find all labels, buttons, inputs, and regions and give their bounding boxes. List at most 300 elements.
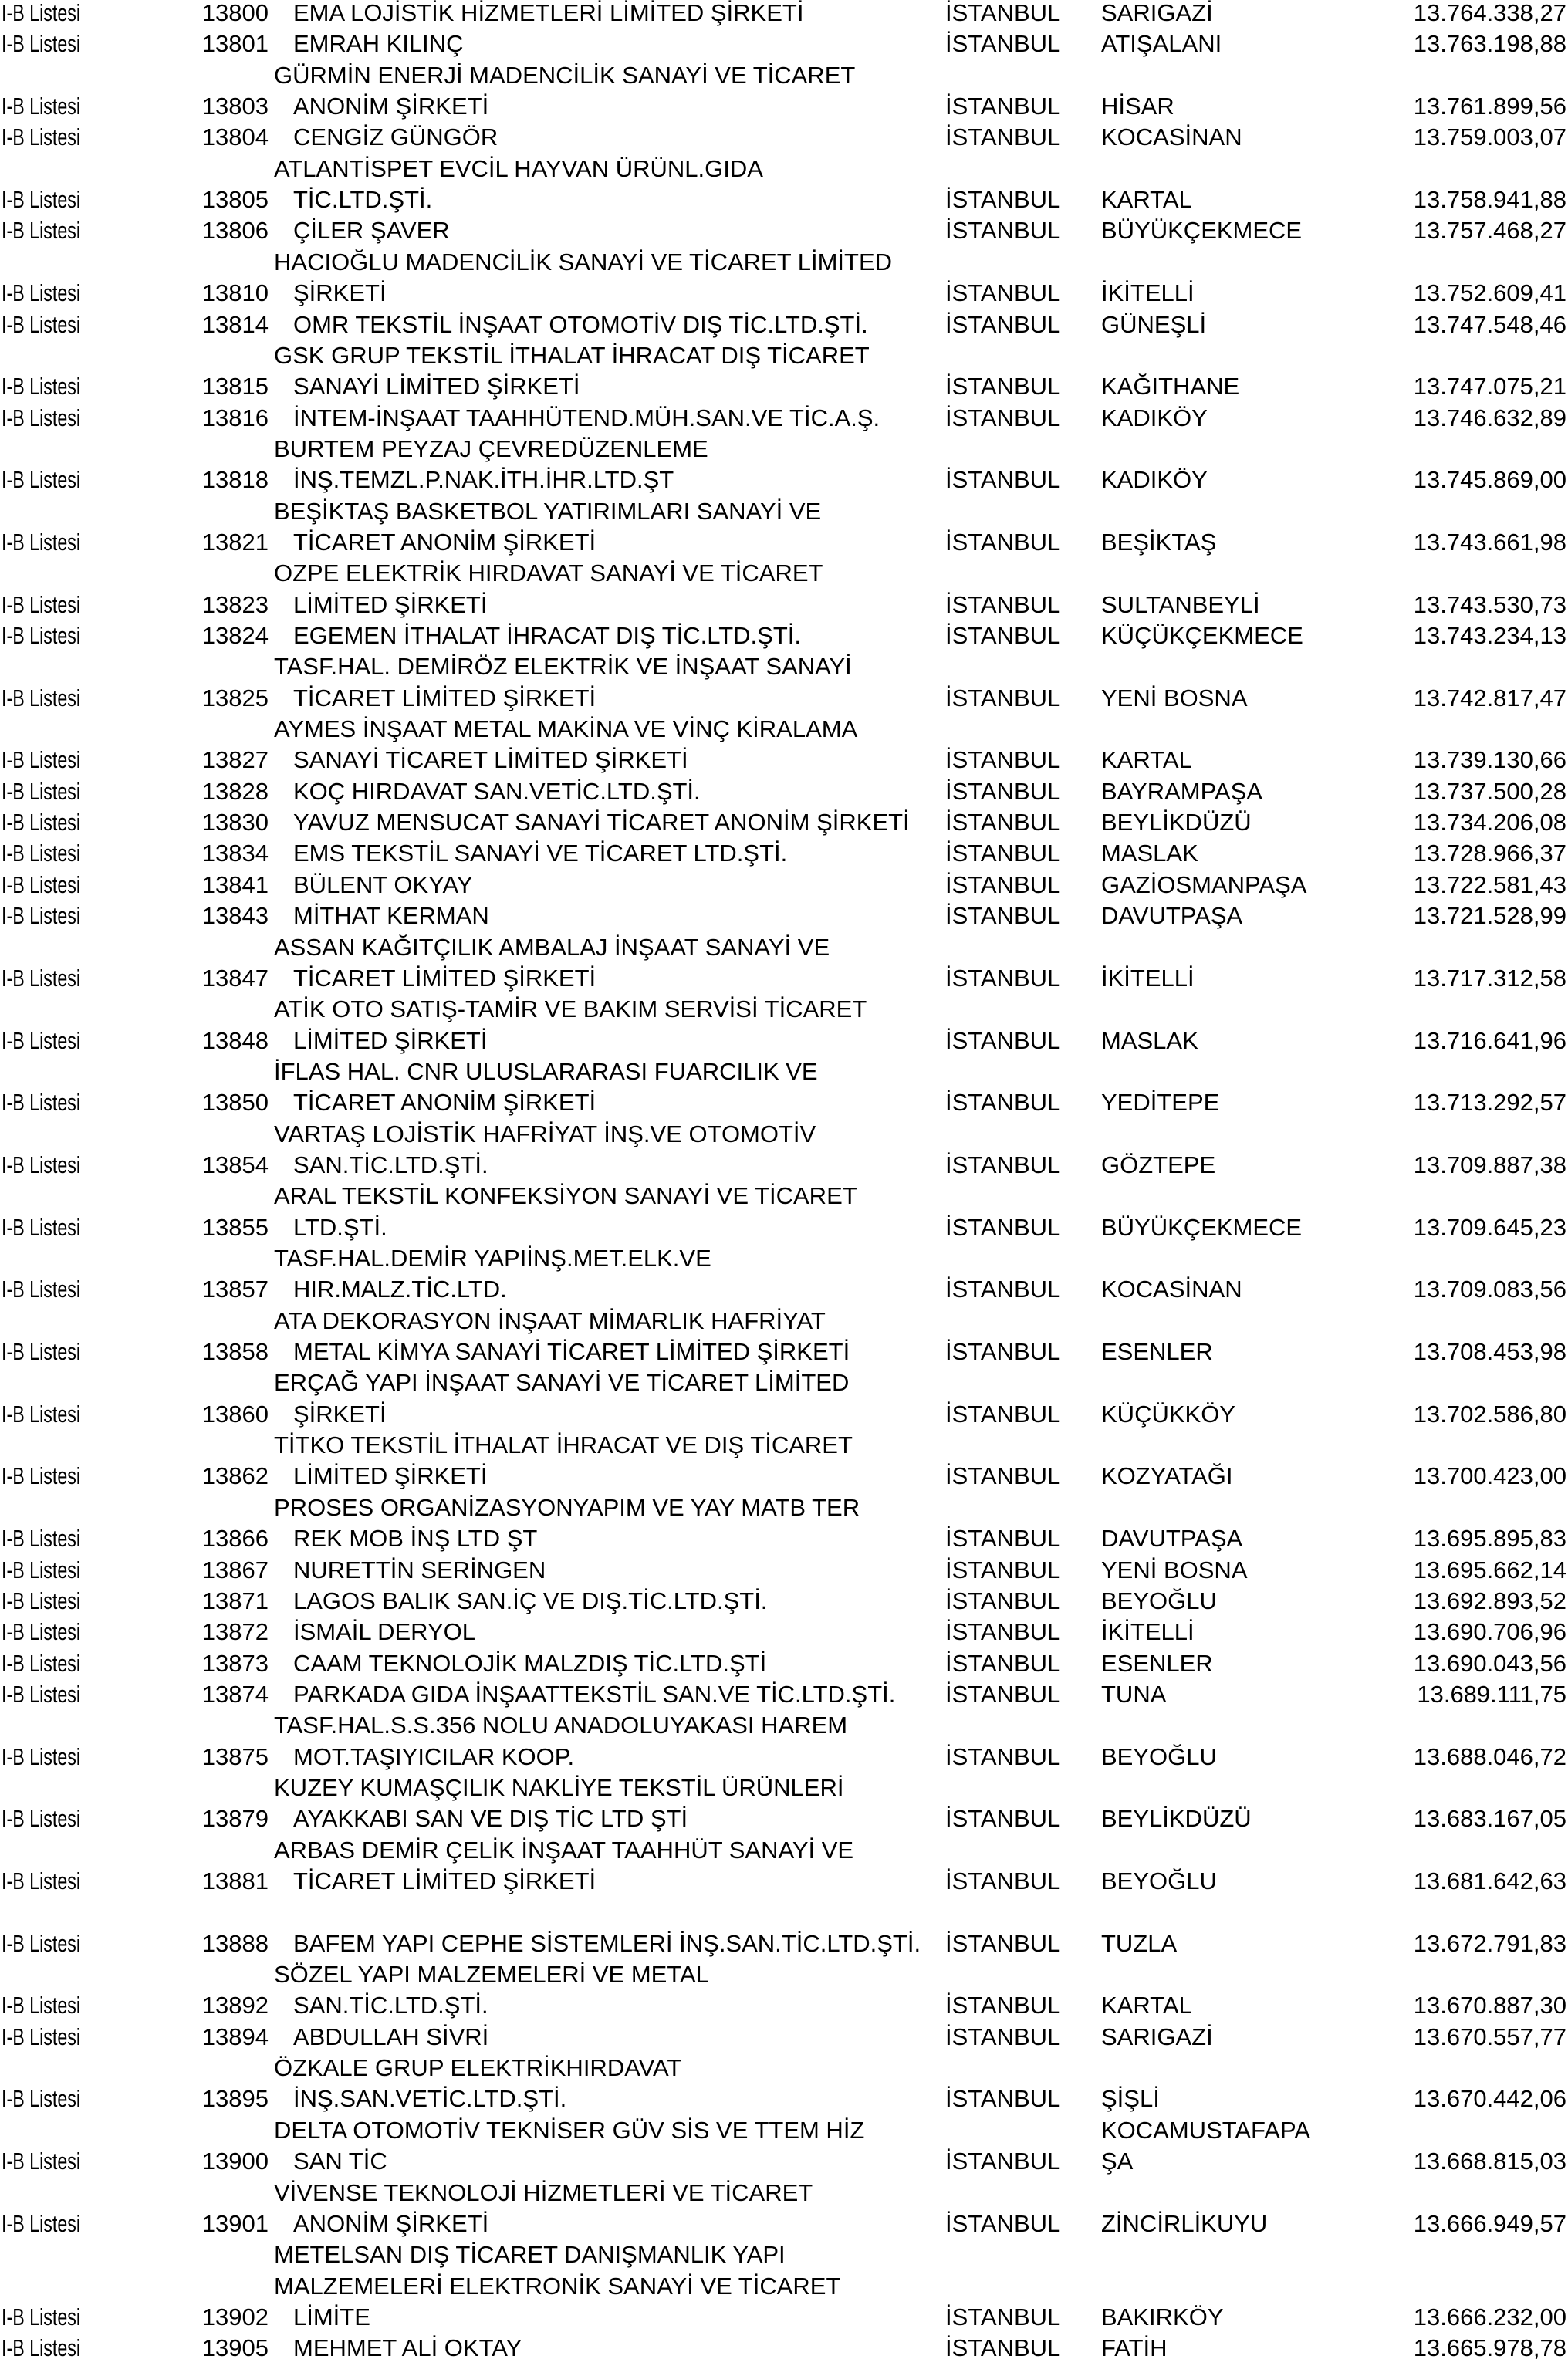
district: BEYOĞLU [1101,1743,1217,1770]
company-name-wrap: ARAL TEKSTİL KONFEKSİYON SANAYİ VE TİCARET [274,1182,857,1209]
row-label-list-type: I-B Listesi [2,2334,81,2359]
row-sequence-number: 13805 [201,186,269,213]
district: GÖZTEPE [1101,1151,1216,1178]
amount-value: 13.670.442,06 [1413,2085,1566,2112]
row-label-list-type: I-B Listesi [2,1556,81,1583]
district: KÜÇÜKKÖY [1101,1401,1235,1428]
row-label-list-type: I-B Listesi [2,746,81,773]
district: ŞA [1101,2148,1134,2175]
city: İSTANBUL [945,373,1061,400]
district: BEŞİKTAŞ [1101,529,1217,556]
row-sequence-number: 13901 [201,2210,269,2237]
company-name: LTD.ŞTİ. [293,1214,387,1241]
district: GAZİOSMANPAŞA [1101,871,1307,898]
district: BEYOĞLU [1101,1587,1217,1614]
row-sequence-number: 13871 [201,1587,269,1614]
company-name: ŞİRKETİ [293,279,387,306]
amount-value: 13.752.609,41 [1413,279,1566,306]
district: GÜNEŞLİ [1101,311,1207,338]
row-sequence-number: 13834 [201,840,269,867]
district: BEYLİKDÜZÜ [1101,1805,1252,1832]
row-label-list-type: I-B Listesi [2,1867,81,1894]
row-label-list-type: I-B Listesi [2,1401,81,1428]
district: BÜYÜKÇEKMECE [1101,1214,1303,1241]
amount-value: 13.670.557,77 [1413,2023,1566,2050]
city: İSTANBUL [945,1992,1061,2019]
amount-value: 13.709.645,23 [1413,1214,1566,1241]
row-label-list-type: I-B Listesi [2,778,81,805]
row-label-list-type: I-B Listesi [2,1089,81,1116]
city: İSTANBUL [945,2210,1061,2237]
row-sequence-number: 13830 [201,809,269,836]
company-name-wrap: İFLAS HAL. CNR ULUSLARARASI FUARCILIK VE [274,1058,818,1085]
company-name-wrap: AYMES İNŞAAT METAL MAKİNA VE VİNÇ KİRALAMA [274,715,858,742]
row-label-list-type: I-B Listesi [2,1743,81,1770]
row-sequence-number: 13847 [201,965,269,992]
district: KARTAL [1101,186,1192,213]
company-name: OMR TEKSTİL İNŞAAT OTOMOTİV DIŞ TİC.LTD.ŞTİ. [293,311,868,338]
amount-value: 13.688.046,72 [1413,1743,1566,1770]
row-sequence-number: 13814 [201,311,269,338]
row-label-list-type: I-B Listesi [2,1151,81,1178]
row-label-list-type: I-B Listesi [2,30,81,57]
district: BEYOĞLU [1101,1867,1217,1894]
amount-value: 13.689.111,75 [1417,1681,1566,1708]
row-sequence-number: 13872 [201,1618,269,1645]
amount-value: 13.747.548,46 [1413,311,1566,338]
row-label-list-type: I-B Listesi [2,2303,81,2330]
district: BAYRAMPAŞA [1101,778,1263,805]
row-label-list-type: I-B Listesi [2,902,81,929]
district: KARTAL [1101,1992,1192,2019]
amount-value: 13.709.887,38 [1413,1151,1566,1178]
row-sequence-number: 13848 [201,1027,269,1054]
company-name: İNTEM-İNŞAAT TAAHHÜTEND.MÜH.SAN.VE TİC.A.Ş. [293,404,880,431]
company-name-wrap: OZPE ELEKTRİK HIRDAVAT SANAYİ VE TİCARET [274,559,823,586]
company-name: LİMİTED ŞİRKETİ [293,1027,488,1054]
company-name: NURETTİN SERİNGEN [293,1556,546,1583]
city: İSTANBUL [945,0,1061,26]
city: İSTANBUL [945,1681,1061,1708]
row-sequence-number: 13858 [201,1338,269,1365]
row-label-list-type: I-B Listesi [2,965,81,992]
row-label-list-type: I-B Listesi [2,1587,81,1614]
district: ŞİŞLİ [1101,2085,1160,2112]
amount-value: 13.702.586,80 [1413,1401,1566,1428]
row-label-list-type: I-B Listesi [2,404,81,431]
row-label-list-type: I-B Listesi [2,591,81,618]
row-sequence-number: 13867 [201,1556,269,1583]
district: KARTAL [1101,746,1192,773]
company-name-wrap: VARTAŞ LOJİSTİK HAFRİYAT İNŞ.VE OTOMOTİV [274,1120,816,1147]
row-label-list-type: I-B Listesi [2,466,81,493]
company-name: ÇİLER ŞAVER [293,217,450,244]
company-name-wrap: DELTA OTOMOTİV TEKNİSER GÜV SİS VE TTEM HİZ [274,2117,865,2144]
row-label-list-type: I-B Listesi [2,1525,81,1552]
company-name-wrap: BEŞİKTAŞ BASKETBOL YATIRIMLARI SANAYİ VE [274,498,822,525]
row-sequence-number: 13860 [201,1401,269,1428]
row-label-list-type: I-B Listesi [2,279,81,306]
company-name: ANONİM ŞİRKETİ [293,2210,489,2237]
amount-value: 13.695.895,83 [1413,1525,1566,1552]
district: İKİTELLİ [1101,965,1195,992]
amount-value: 13.668.815,03 [1413,2148,1566,2175]
row-sequence-number: 13905 [201,2334,269,2359]
company-name: EMRAH KILINÇ [293,30,464,57]
amount-value: 13.717.312,58 [1413,965,1566,992]
company-name: TİCARET ANONİM ŞİRKETİ [293,1089,596,1116]
district: ESENLER [1101,1338,1213,1365]
city: İSTANBUL [945,123,1061,150]
city: İSTANBUL [945,965,1061,992]
city: İSTANBUL [945,1525,1061,1552]
amount-value: 13.713.292,57 [1413,1089,1566,1116]
company-name-wrap: TASF.HAL.S.S.356 NOLU ANADOLUYAKASI HAREM [274,1712,848,1739]
city: İSTANBUL [945,1401,1061,1428]
row-sequence-number: 13900 [201,2148,269,2175]
company-name: EGEMEN İTHALAT İHRACAT DIŞ TİC.LTD.ŞTİ. [293,622,801,649]
amount-value: 13.746.632,89 [1413,404,1566,431]
city: İSTANBUL [945,1618,1061,1645]
row-sequence-number: 13828 [201,778,269,805]
city: İSTANBUL [945,1338,1061,1365]
amount-value: 13.708.453,98 [1413,1338,1566,1365]
city: İSTANBUL [945,622,1061,649]
row-sequence-number: 13823 [201,591,269,618]
city: İSTANBUL [945,2303,1061,2330]
city: İSTANBUL [945,746,1061,773]
city: İSTANBUL [945,30,1061,57]
city: İSTANBUL [945,871,1061,898]
row-sequence-number: 13841 [201,871,269,898]
company-name: REK MOB İNŞ LTD ŞT [293,1525,538,1552]
city: İSTANBUL [945,809,1061,836]
row-label-list-type: I-B Listesi [2,93,81,120]
company-name-wrap: ATİK OTO SATIŞ-TAMİR VE BAKIM SERVİSİ TİCARET [274,995,867,1022]
company-name-wrap: TASF.HAL. DEMİRÖZ ELEKTRİK VE İNŞAAT SANAYİ [274,653,852,680]
row-sequence-number: 13827 [201,746,269,773]
company-name: EMS TEKSTİL SANAYİ VE TİCARET LTD.ŞTİ. [293,840,788,867]
row-sequence-number: 13857 [201,1276,269,1303]
district: BAKIRKÖY [1101,2303,1224,2330]
company-name: İNŞ.TEMZL.P.NAK.İTH.İHR.LTD.ŞT [293,466,674,493]
city: İSTANBUL [945,778,1061,805]
amount-value: 13.666.949,57 [1413,2210,1566,2237]
amount-value: 13.709.083,56 [1413,1276,1566,1303]
row-sequence-number: 13892 [201,1992,269,2019]
row-sequence-number: 13855 [201,1214,269,1241]
city: İSTANBUL [945,186,1061,213]
row-label-list-type: I-B Listesi [2,373,81,400]
row-sequence-number: 13850 [201,1089,269,1116]
company-name-wrap: ARBAS DEMİR ÇELİK İNŞAAT TAAHHÜT SANAYİ VE [274,1837,854,1864]
row-sequence-number: 13874 [201,1681,269,1708]
amount-value: 13.743.234,13 [1413,622,1566,649]
amount-value: 13.721.528,99 [1413,902,1566,929]
company-name-wrap: ÖZKALE GRUP ELEKTRİKHIRDAVAT [274,2054,682,2081]
city: İSTANBUL [945,217,1061,244]
city: İSTANBUL [945,279,1061,306]
row-label-list-type: I-B Listesi [2,1214,81,1241]
amount-value: 13.757.468,27 [1413,217,1566,244]
amount-value: 13.743.661,98 [1413,529,1566,556]
company-name: SANAYİ TİCARET LİMİTED ŞİRKETİ [293,746,688,773]
amount-value: 13.722.581,43 [1413,871,1566,898]
district: KADIKÖY [1101,404,1208,431]
city: İSTANBUL [945,1556,1061,1583]
company-name: PARKADA GIDA İNŞAATTEKSTİL SAN.VE TİC.LTD.ŞTİ. [293,1681,896,1708]
district: YENİ BOSNA [1101,1556,1248,1583]
city: İSTANBUL [945,902,1061,929]
row-sequence-number: 13888 [201,1930,269,1957]
city: İSTANBUL [945,1867,1061,1894]
row-sequence-number: 13879 [201,1805,269,1832]
city: İSTANBUL [945,529,1061,556]
company-name-wrap: GÜRMİN ENERJİ MADENCİLİK SANAYİ VE TİCARET [274,62,856,89]
company-name-wrap: BURTEM PEYZAJ ÇEVREDÜZENLEME [274,435,708,462]
company-name-wrap: HACIOĞLU MADENCİLİK SANAYİ VE TİCARET LİMİTED [274,248,893,275]
company-name: TİCARET LİMİTED ŞİRKETİ [293,1867,596,1894]
company-name: SANAYİ LİMİTED ŞİRKETİ [293,373,580,400]
city: İSTANBUL [945,1276,1061,1303]
amount-value: 13.665.978,78 [1413,2334,1566,2359]
company-name: LİMİTED ŞİRKETİ [293,591,488,618]
row-sequence-number: 13801 [201,30,269,57]
city: İSTANBUL [945,1587,1061,1614]
amount-value: 13.681.642,63 [1413,1867,1566,1894]
amount-value: 13.759.003,07 [1413,123,1566,150]
district: ZİNCİRLİKUYU [1101,2210,1268,2237]
amount-value: 13.737.500,28 [1413,778,1566,805]
city: İSTANBUL [945,93,1061,120]
district: SARIGAZİ [1101,0,1213,26]
amount-value: 13.761.899,56 [1413,93,1566,120]
amount-value: 13.734.206,08 [1413,809,1566,836]
row-label-list-type: I-B Listesi [2,684,81,711]
district: KADIKÖY [1101,466,1208,493]
city: İSTANBUL [945,591,1061,618]
row-label-list-type: I-B Listesi [2,809,81,836]
row-label-list-type: I-B Listesi [2,2210,81,2237]
company-name: SAN.TİC.LTD.ŞTİ. [293,1151,488,1178]
row-sequence-number: 13902 [201,2303,269,2330]
amount-value: 13.728.966,37 [1413,840,1566,867]
amount-value: 13.690.043,56 [1413,1650,1566,1677]
company-name: LİMİTE [293,2303,370,2330]
row-sequence-number: 13881 [201,1867,269,1894]
row-sequence-number: 13862 [201,1462,269,1489]
city: İSTANBUL [945,684,1061,711]
company-name-wrap: ATLANTİSPET EVCİL HAYVAN ÜRÜNL.GIDA [274,155,763,182]
row-sequence-number: 13821 [201,529,269,556]
row-sequence-number: 13815 [201,373,269,400]
amount-value: 13.745.869,00 [1413,466,1566,493]
company-name: SAN TİC [293,2148,387,2175]
amount-value: 13.672.791,83 [1413,1930,1566,1957]
district: SARIGAZİ [1101,2023,1213,2050]
row-label-list-type: I-B Listesi [2,217,81,244]
row-label-list-type: I-B Listesi [2,840,81,867]
city: İSTANBUL [945,1743,1061,1770]
city: İSTANBUL [945,1805,1061,1832]
row-sequence-number: 13806 [201,217,269,244]
row-sequence-number: 13818 [201,466,269,493]
company-name: ANONİM ŞİRKETİ [293,93,489,120]
row-label-list-type: I-B Listesi [2,1027,81,1054]
company-name: MOT.TAŞIYICILAR KOOP. [293,1743,575,1770]
city: İSTANBUL [945,2085,1061,2112]
district: DAVUTPAŞA [1101,1525,1243,1552]
company-name-wrap: VİVENSE TEKNOLOJİ HİZMETLERİ VE TİCARET [274,2179,813,2206]
company-name-wrap: ASSAN KAĞITÇILIK AMBALAJ İNŞAAT SANAYİ VE [274,934,830,961]
district: BÜYÜKÇEKMECE [1101,217,1303,244]
city: İSTANBUL [945,840,1061,867]
district: TUNA [1101,1681,1167,1708]
district: HİSAR [1101,93,1174,120]
district: KOCAMUSTAFAPA [1101,2117,1311,2144]
row-label-list-type: I-B Listesi [2,1338,81,1365]
row-sequence-number: 13824 [201,622,269,649]
amount-value: 13.683.167,05 [1413,1805,1566,1832]
district: MASLAK [1101,840,1198,867]
row-sequence-number: 13866 [201,1525,269,1552]
company-name: METAL KİMYA SANAYİ TİCARET LİMİTED ŞİRKETİ [293,1338,850,1365]
row-sequence-number: 13816 [201,404,269,431]
company-name-wrap: MALZEMELERİ ELEKTRONİK SANAYİ VE TİCARET [274,2273,841,2300]
company-name-wrap: GSK GRUP TEKSTİL İTHALAT İHRACAT DIŞ TİCARET [274,342,870,369]
row-label-list-type: I-B Listesi [2,1276,81,1303]
row-label-list-type: I-B Listesi [2,123,81,150]
row-sequence-number: 13854 [201,1151,269,1178]
row-sequence-number: 13873 [201,1650,269,1677]
row-sequence-number: 13894 [201,2023,269,2050]
district: KOCASİNAN [1101,123,1242,150]
row-label-list-type: I-B Listesi [2,1992,81,2019]
city: İSTANBUL [945,1462,1061,1489]
company-name: ABDULLAH SİVRİ [293,2023,489,2050]
company-name: EMA LOJİSTİK HİZMETLERİ LİMİTED ŞİRKETİ [293,0,804,26]
company-name: CAAM TEKNOLOJİK MALZDIŞ TİC.LTD.ŞTİ [293,1650,767,1677]
city: İSTANBUL [945,2148,1061,2175]
amount-value: 13.690.706,96 [1413,1618,1566,1645]
company-name-wrap: TASF.HAL.DEMİR YAPIİNŞ.MET.ELK.VE [274,1245,711,1272]
company-name-wrap: KUZEY KUMAŞÇILIK NAKLİYE TEKSTİL ÜRÜNLERİ [274,1774,844,1801]
company-name: İSMAİL DERYOL [293,1618,476,1645]
company-name: MEHMET ALİ OKTAY [293,2334,522,2359]
district: İKİTELLİ [1101,279,1195,306]
district: ATIŞALANI [1101,30,1222,57]
amount-value: 13.666.232,00 [1413,2303,1566,2330]
district: KAĞITHANE [1101,373,1240,400]
city: İSTANBUL [945,404,1061,431]
row-sequence-number: 13875 [201,1743,269,1770]
company-name-wrap: METELSAN DIŞ TİCARET DANIŞMANLIK YAPI [274,2241,786,2268]
amount-value: 13.739.130,66 [1413,746,1566,773]
row-label-list-type: I-B Listesi [2,1618,81,1645]
company-name: KOÇ HIRDAVAT SAN.VETİC.LTD.ŞTİ. [293,778,701,805]
amount-value: 13.747.075,21 [1413,373,1566,400]
district: MASLAK [1101,1027,1198,1054]
city: İSTANBUL [945,1214,1061,1241]
row-label-list-type: I-B Listesi [2,1805,81,1832]
city: İSTANBUL [945,466,1061,493]
amount-value: 13.764.338,27 [1413,0,1566,26]
amount-value: 13.763.198,88 [1413,30,1566,57]
row-sequence-number: 13800 [201,0,269,26]
company-name: TİCARET LİMİTED ŞİRKETİ [293,965,596,992]
company-name: BÜLENT OKYAY [293,871,473,898]
district: İKİTELLİ [1101,1618,1195,1645]
row-label-list-type: I-B Listesi [2,1930,81,1957]
row-label-list-type: I-B Listesi [2,529,81,556]
district: DAVUTPAŞA [1101,902,1243,929]
district: TUZLA [1101,1930,1178,1957]
row-label-list-type: I-B Listesi [2,1462,81,1489]
district: KOZYATAĞI [1101,1462,1233,1489]
district: YEDİTEPE [1101,1089,1220,1116]
row-label-list-type: I-B Listesi [2,622,81,649]
company-name: BAFEM YAPI CEPHE SİSTEMLERİ İNŞ.SAN.TİC.LTD.ŞTİ. [293,1930,921,1957]
district: ESENLER [1101,1650,1213,1677]
amount-value: 13.758.941,88 [1413,186,1566,213]
company-name: AYAKKABI SAN VE DIŞ TİC LTD ŞTİ [293,1805,688,1832]
company-name: HIR.MALZ.TİC.LTD. [293,1276,507,1303]
company-name-wrap: ATA DEKORASYON İNŞAAT MİMARLIK HAFRİYAT [274,1307,826,1334]
row-sequence-number: 13843 [201,902,269,929]
row-label-list-type: I-B Listesi [2,2148,81,2175]
row-label-list-type: I-B Listesi [2,0,81,26]
company-name: LİMİTED ŞİRKETİ [293,1462,488,1489]
amount-value: 13.692.893,52 [1413,1587,1566,1614]
company-name: CENGİZ GÜNGÖR [293,123,498,150]
city: İSTANBUL [945,311,1061,338]
company-name: MİTHAT KERMAN [293,902,489,929]
row-label-list-type: I-B Listesi [2,2085,81,2112]
company-name-wrap: ERÇAĞ YAPI İNŞAAT SANAYİ VE TİCARET LİMİTED [274,1369,850,1396]
row-sequence-number: 13803 [201,93,269,120]
company-name: ŞİRKETİ [293,1401,387,1428]
district: BEYLİKDÜZÜ [1101,809,1252,836]
city: İSTANBUL [945,1930,1061,1957]
district: KÜÇÜKÇEKMECE [1101,622,1303,649]
city: İSTANBUL [945,1027,1061,1054]
district: KOCASİNAN [1101,1276,1242,1303]
row-sequence-number: 13825 [201,684,269,711]
company-name: TİCARET LİMİTED ŞİRKETİ [293,684,596,711]
row-sequence-number: 13810 [201,279,269,306]
city: İSTANBUL [945,2023,1061,2050]
amount-value: 13.695.662,14 [1413,1556,1566,1583]
row-label-list-type: I-B Listesi [2,1681,81,1708]
amount-value: 13.743.530,73 [1413,591,1566,618]
company-name: YAVUZ MENSUCAT SANAYİ TİCARET ANONİM ŞİRKETİ [293,809,910,836]
company-name: İNŞ.SAN.VETİC.LTD.ŞTİ. [293,2085,567,2112]
amount-value: 13.716.641,96 [1413,1027,1566,1054]
row-label-list-type: I-B Listesi [2,1650,81,1677]
city: İSTANBUL [945,1650,1061,1677]
company-name: LAGOS BALIK SAN.İÇ VE DIŞ.TİC.LTD.ŞTİ. [293,1587,768,1614]
district: YENİ BOSNA [1101,684,1248,711]
district: FATİH [1101,2334,1168,2359]
row-sequence-number: 13895 [201,2085,269,2112]
city: İSTANBUL [945,2334,1061,2359]
city: İSTANBUL [945,1151,1061,1178]
company-name: SAN.TİC.LTD.ŞTİ. [293,1992,488,2019]
company-name: TİC.LTD.ŞTİ. [293,186,433,213]
amount-value: 13.742.817,47 [1413,684,1566,711]
company-name: TİCARET ANONİM ŞİRKETİ [293,529,596,556]
company-name-wrap: PROSES ORGANİZASYONYAPIM VE YAY MATB TER [274,1494,860,1521]
